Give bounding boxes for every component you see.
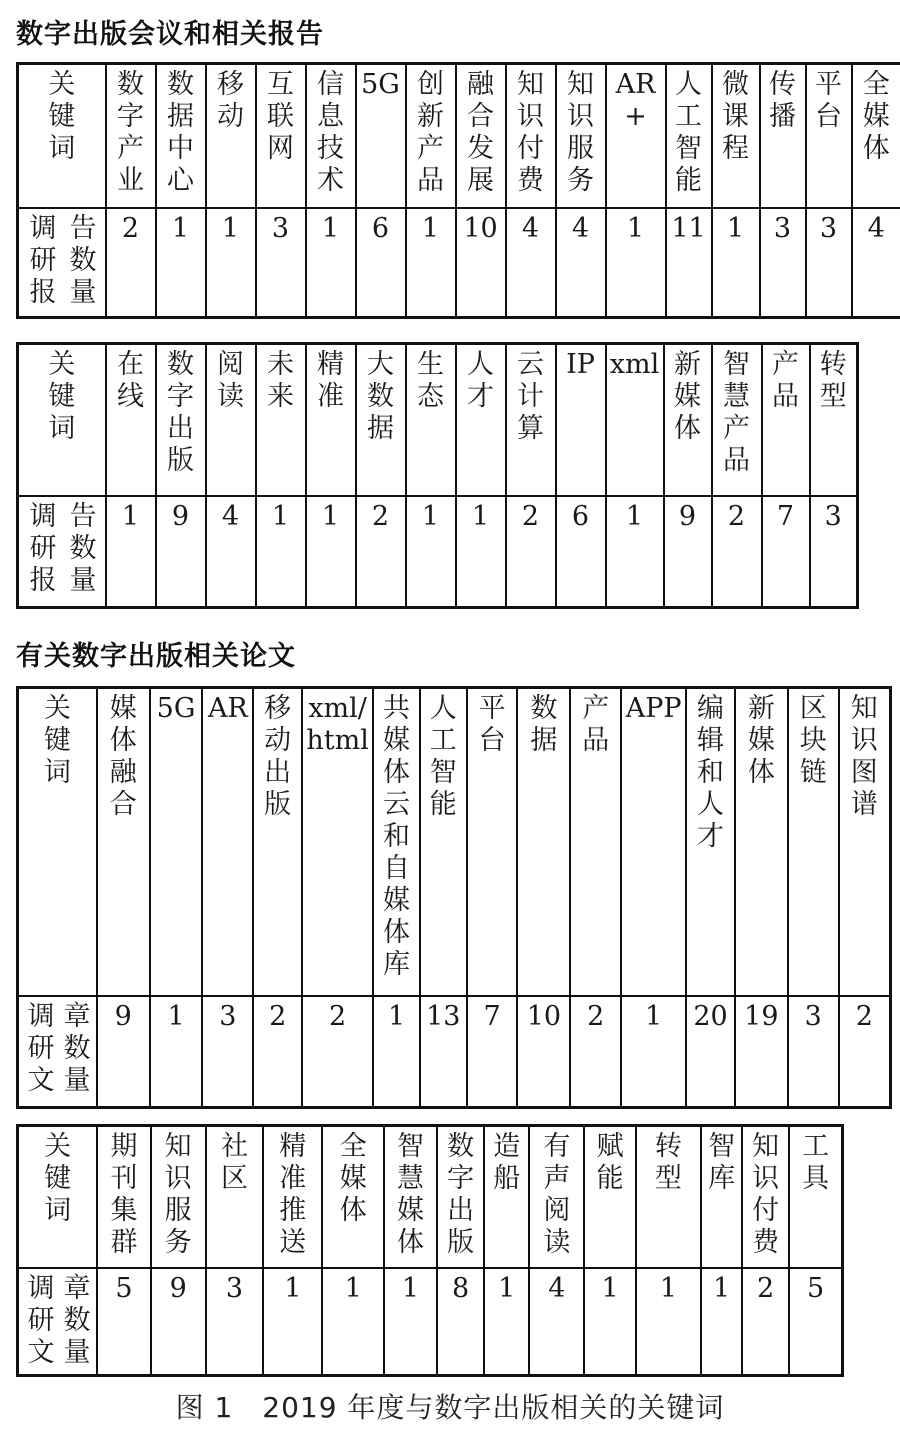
keyword-text: 知 识 付 费 — [517, 69, 544, 196]
keyword-cell — [712, 344, 762, 496]
count-cell: 2 — [712, 496, 762, 608]
count-cell: 20 — [686, 996, 735, 1108]
keyword-text: 智 慧 产 品 — [723, 349, 750, 476]
count-row-label-left: 调 研 文 — [27, 1272, 55, 1368]
count-cell: 3 — [760, 208, 806, 318]
keyword-text: 数 字 产 业 — [117, 69, 144, 196]
keyword-text: 人 工 智 能 — [429, 693, 457, 820]
count-cell: 6 — [356, 208, 406, 318]
count-row-label — [18, 496, 106, 608]
keyword-text: 数 字 出 版 — [447, 1131, 475, 1258]
count-cell: 3 — [256, 208, 306, 318]
count-cell: 10 — [517, 996, 570, 1108]
count-cell: 1 — [621, 996, 686, 1108]
count-cell: 9 — [156, 496, 206, 608]
keyword-table-papers-1 — [16, 686, 892, 1109]
keyword-text: 精 准 — [317, 349, 344, 412]
keyword-cell — [206, 1126, 263, 1268]
keyword-cell — [322, 1126, 383, 1268]
count-cell: 4 — [529, 1268, 584, 1376]
keyword-text: 共 媒 体 云 和 自 媒 体 库 — [383, 693, 411, 980]
count-cell: 5 — [789, 1268, 842, 1376]
keyword-text: 知 识 图 谱 — [850, 693, 878, 820]
count-cell: 4 — [852, 208, 900, 318]
keyword-cell — [506, 64, 556, 208]
keyword-text: 生 态 — [417, 349, 444, 412]
count-cell: 9 — [664, 496, 712, 608]
figure-caption: 图 1 2019 年度与数字出版相关的关键词 — [175, 1391, 725, 1424]
keyword-cell — [156, 344, 206, 496]
keyword-text: 互 联 网 — [267, 69, 294, 164]
keyword-text: 平 台 — [815, 69, 842, 132]
count-cell: 2 — [253, 996, 302, 1108]
keyword-text: AR — [207, 693, 248, 724]
keyword-text: 5G — [156, 693, 196, 724]
keyword-cell — [356, 64, 406, 208]
keyword-cell — [556, 344, 606, 496]
keyword-cell — [852, 64, 900, 208]
keyword-cell — [456, 64, 506, 208]
keyword-text: 转 型 — [654, 1131, 682, 1194]
count-cell: 19 — [735, 996, 788, 1108]
keyword-cell — [584, 1126, 635, 1268]
keyword-text: 人 工 智 能 — [675, 69, 702, 196]
keyword-header-text: 关 键 词 — [48, 69, 76, 164]
keyword-text: 新 媒 体 — [747, 693, 775, 788]
keyword-text: 移 动 — [217, 69, 244, 132]
keyword-cell — [156, 64, 206, 208]
keyword-text: APP — [625, 693, 682, 724]
count-cell: 3 — [788, 996, 839, 1108]
keyword-text: 未 来 — [267, 349, 294, 412]
keyword-cell — [506, 344, 556, 496]
count-cell: 1 — [701, 1268, 742, 1376]
keyword-text: 社 区 — [220, 1131, 248, 1194]
count-cell: 1 — [306, 496, 356, 608]
keyword-text: 精 准 推 送 — [279, 1131, 307, 1258]
count-cell: 7 — [762, 496, 810, 608]
keyword-text: 知 识 服 务 — [164, 1131, 192, 1258]
keyword-table-reports-1 — [16, 62, 900, 319]
keyword-cell — [263, 1126, 322, 1268]
count-cell: 1 — [636, 1268, 702, 1376]
keyword-text: 媒 体 融 合 — [109, 693, 137, 820]
count-cell: 6 — [556, 496, 606, 608]
keyword-text: 数 据 中 心 — [167, 69, 194, 196]
count-cell: 2 — [506, 496, 556, 608]
count-cell: 8 — [437, 1268, 484, 1376]
count-cell: 1 — [256, 496, 306, 608]
count-cell: 2 — [356, 496, 406, 608]
keyword-cell — [456, 344, 506, 496]
keyword-cell — [206, 64, 256, 208]
count-cell: 1 — [373, 996, 420, 1108]
count-row-label — [18, 208, 106, 318]
count-cell: 7 — [467, 996, 518, 1108]
keyword-cell — [570, 688, 621, 996]
count-cell: 9 — [97, 996, 150, 1108]
count-row-label-right: 告 数 量 — [69, 212, 97, 308]
keyword-table-papers-2 — [16, 1124, 844, 1377]
count-cell: 1 — [712, 208, 760, 318]
count-cell: 2 — [106, 208, 156, 318]
keyword-header-text: 关 键 词 — [43, 693, 71, 788]
count-row-label-left: 调 研 报 — [29, 500, 57, 596]
keyword-cell — [150, 688, 203, 996]
keyword-text: xml — [609, 349, 660, 380]
keyword-text: 大 数 据 — [367, 349, 394, 444]
count-row-label-right: 章 数 量 — [63, 1272, 91, 1368]
keyword-text: 人 才 — [467, 349, 494, 412]
keyword-header-label — [18, 344, 106, 496]
keyword-text: 移 动 出 版 — [264, 693, 292, 820]
keyword-header-label — [18, 64, 106, 208]
count-cell: 3 — [806, 208, 852, 318]
count-cell: 2 — [570, 996, 621, 1108]
count-cell: 5 — [97, 1268, 150, 1376]
count-cell: 2 — [839, 996, 891, 1108]
count-cell: 1 — [150, 996, 203, 1108]
count-row-label-right: 章 数 量 — [63, 1000, 91, 1096]
keyword-cell — [384, 1126, 437, 1268]
count-cell: 3 — [202, 996, 253, 1108]
keyword-cell — [106, 64, 156, 208]
keyword-cell — [606, 64, 666, 208]
keyword-cell — [606, 344, 664, 496]
count-row-label-right: 告 数 量 — [69, 500, 97, 596]
keyword-table-reports-2 — [16, 342, 859, 609]
keyword-cell — [806, 64, 852, 208]
keyword-text: 智 慧 媒 体 — [397, 1131, 424, 1258]
count-cell: 1 — [322, 1268, 383, 1376]
count-cell: 11 — [666, 208, 712, 318]
keyword-cell — [306, 64, 356, 208]
keyword-cell — [636, 1126, 702, 1268]
keyword-cell — [742, 1126, 789, 1268]
count-cell: 1 — [606, 496, 664, 608]
keyword-text: 阅 读 — [217, 349, 244, 412]
count-row-label — [18, 1268, 98, 1376]
keyword-text: 产 品 — [772, 349, 799, 412]
keyword-cell — [106, 344, 156, 496]
keyword-cell — [202, 688, 253, 996]
keyword-text: 数 字 出 版 — [167, 349, 194, 476]
keyword-cell — [406, 64, 456, 208]
keyword-cell — [97, 1126, 150, 1268]
count-cell: 4 — [556, 208, 606, 318]
keyword-cell — [373, 688, 420, 996]
keyword-text: IP — [566, 349, 595, 380]
keyword-cell — [420, 688, 467, 996]
count-cell: 10 — [456, 208, 506, 318]
count-cell: 3 — [206, 1268, 263, 1376]
keyword-cell — [810, 344, 858, 496]
count-cell: 1 — [456, 496, 506, 608]
count-cell: 1 — [206, 208, 256, 318]
keyword-cell — [762, 344, 810, 496]
count-cell: 1 — [584, 1268, 635, 1376]
keyword-text: 传 播 — [769, 69, 796, 132]
keyword-cell — [556, 64, 606, 208]
keyword-cell — [788, 688, 839, 996]
keyword-cell — [686, 688, 735, 996]
count-row-label — [18, 996, 97, 1108]
keyword-text: 知 识 服 务 — [567, 69, 594, 196]
count-cell: 4 — [206, 496, 256, 608]
keyword-cell — [484, 1126, 529, 1268]
keyword-text: 平 台 — [478, 693, 506, 756]
keyword-cell — [306, 344, 356, 496]
keyword-cell — [701, 1126, 742, 1268]
keyword-text: 创 新 产 品 — [417, 69, 444, 196]
count-cell: 1 — [106, 496, 156, 608]
keyword-text: AR + — [615, 69, 656, 132]
count-cell: 2 — [742, 1268, 789, 1376]
keyword-cell — [253, 688, 302, 996]
keyword-cell — [406, 344, 456, 496]
keyword-cell — [302, 688, 373, 996]
keyword-text: 期 刊 集 群 — [110, 1131, 138, 1258]
keyword-cell — [97, 688, 150, 996]
keyword-text: 智 库 — [708, 1131, 736, 1194]
keyword-cell — [735, 688, 788, 996]
keyword-cell — [666, 64, 712, 208]
keyword-cell — [256, 64, 306, 208]
keyword-text: 云 计 算 — [517, 349, 544, 444]
keyword-text: 融 合 发 展 — [467, 69, 494, 196]
keyword-text: 编 辑 和 人 才 — [697, 693, 725, 852]
count-row-label-left: 调 研 报 — [29, 212, 57, 308]
keyword-text: 产 品 — [582, 693, 610, 756]
keyword-text: 造 船 — [493, 1131, 521, 1194]
keyword-header-label — [18, 1126, 98, 1268]
keyword-cell — [760, 64, 806, 208]
keyword-text: 知 识 付 费 — [752, 1131, 780, 1258]
section-heading-reports: 数字出版会议和相关报告 — [16, 19, 324, 50]
count-cell: 1 — [484, 1268, 529, 1376]
keyword-text: 数 据 — [530, 693, 558, 756]
keyword-header-label — [18, 688, 97, 996]
section-heading-papers: 有关数字出版相关论文 — [16, 641, 296, 672]
keyword-cell — [517, 688, 570, 996]
keyword-cell — [529, 1126, 584, 1268]
keyword-text: 在 线 — [117, 349, 144, 412]
keyword-cell — [467, 688, 518, 996]
keyword-cell — [712, 64, 760, 208]
keyword-cell — [789, 1126, 842, 1268]
count-cell: 2 — [302, 996, 373, 1108]
keyword-text: 转 型 — [819, 349, 847, 412]
keyword-cell — [621, 688, 686, 996]
keyword-text: 全 媒 体 — [862, 69, 890, 164]
keyword-text: 区 块 链 — [799, 693, 827, 788]
keyword-text: 信 息 技 术 — [317, 69, 344, 196]
count-cell: 9 — [151, 1268, 206, 1376]
keyword-text: xml/ html — [306, 693, 369, 756]
count-cell: 1 — [406, 496, 456, 608]
keyword-cell — [206, 344, 256, 496]
count-cell: 1 — [606, 208, 666, 318]
keyword-text: 工 具 — [802, 1131, 830, 1194]
count-cell: 1 — [156, 208, 206, 318]
keyword-text: 微 课 程 — [722, 69, 749, 164]
count-cell: 13 — [420, 996, 467, 1108]
keyword-text: 5G — [361, 69, 400, 100]
keyword-text: 有 声 阅 读 — [543, 1131, 571, 1258]
count-cell: 1 — [263, 1268, 322, 1376]
count-cell: 1 — [306, 208, 356, 318]
keyword-header-text: 关 键 词 — [44, 1131, 72, 1226]
keyword-header-text: 关 键 词 — [48, 349, 76, 444]
count-cell: 3 — [810, 496, 858, 608]
keyword-cell — [151, 1126, 206, 1268]
count-cell: 1 — [406, 208, 456, 318]
keyword-cell — [256, 344, 306, 496]
keyword-text: 赋 能 — [596, 1131, 624, 1194]
keyword-text: 全 媒 体 — [339, 1131, 367, 1226]
count-cell: 1 — [384, 1268, 437, 1376]
keyword-cell — [839, 688, 891, 996]
keyword-cell — [664, 344, 712, 496]
keyword-cell — [356, 344, 406, 496]
count-row-label-left: 调 研 文 — [27, 1000, 55, 1096]
count-cell: 4 — [506, 208, 556, 318]
keyword-cell — [437, 1126, 484, 1268]
keyword-text: 新 媒 体 — [674, 349, 701, 444]
